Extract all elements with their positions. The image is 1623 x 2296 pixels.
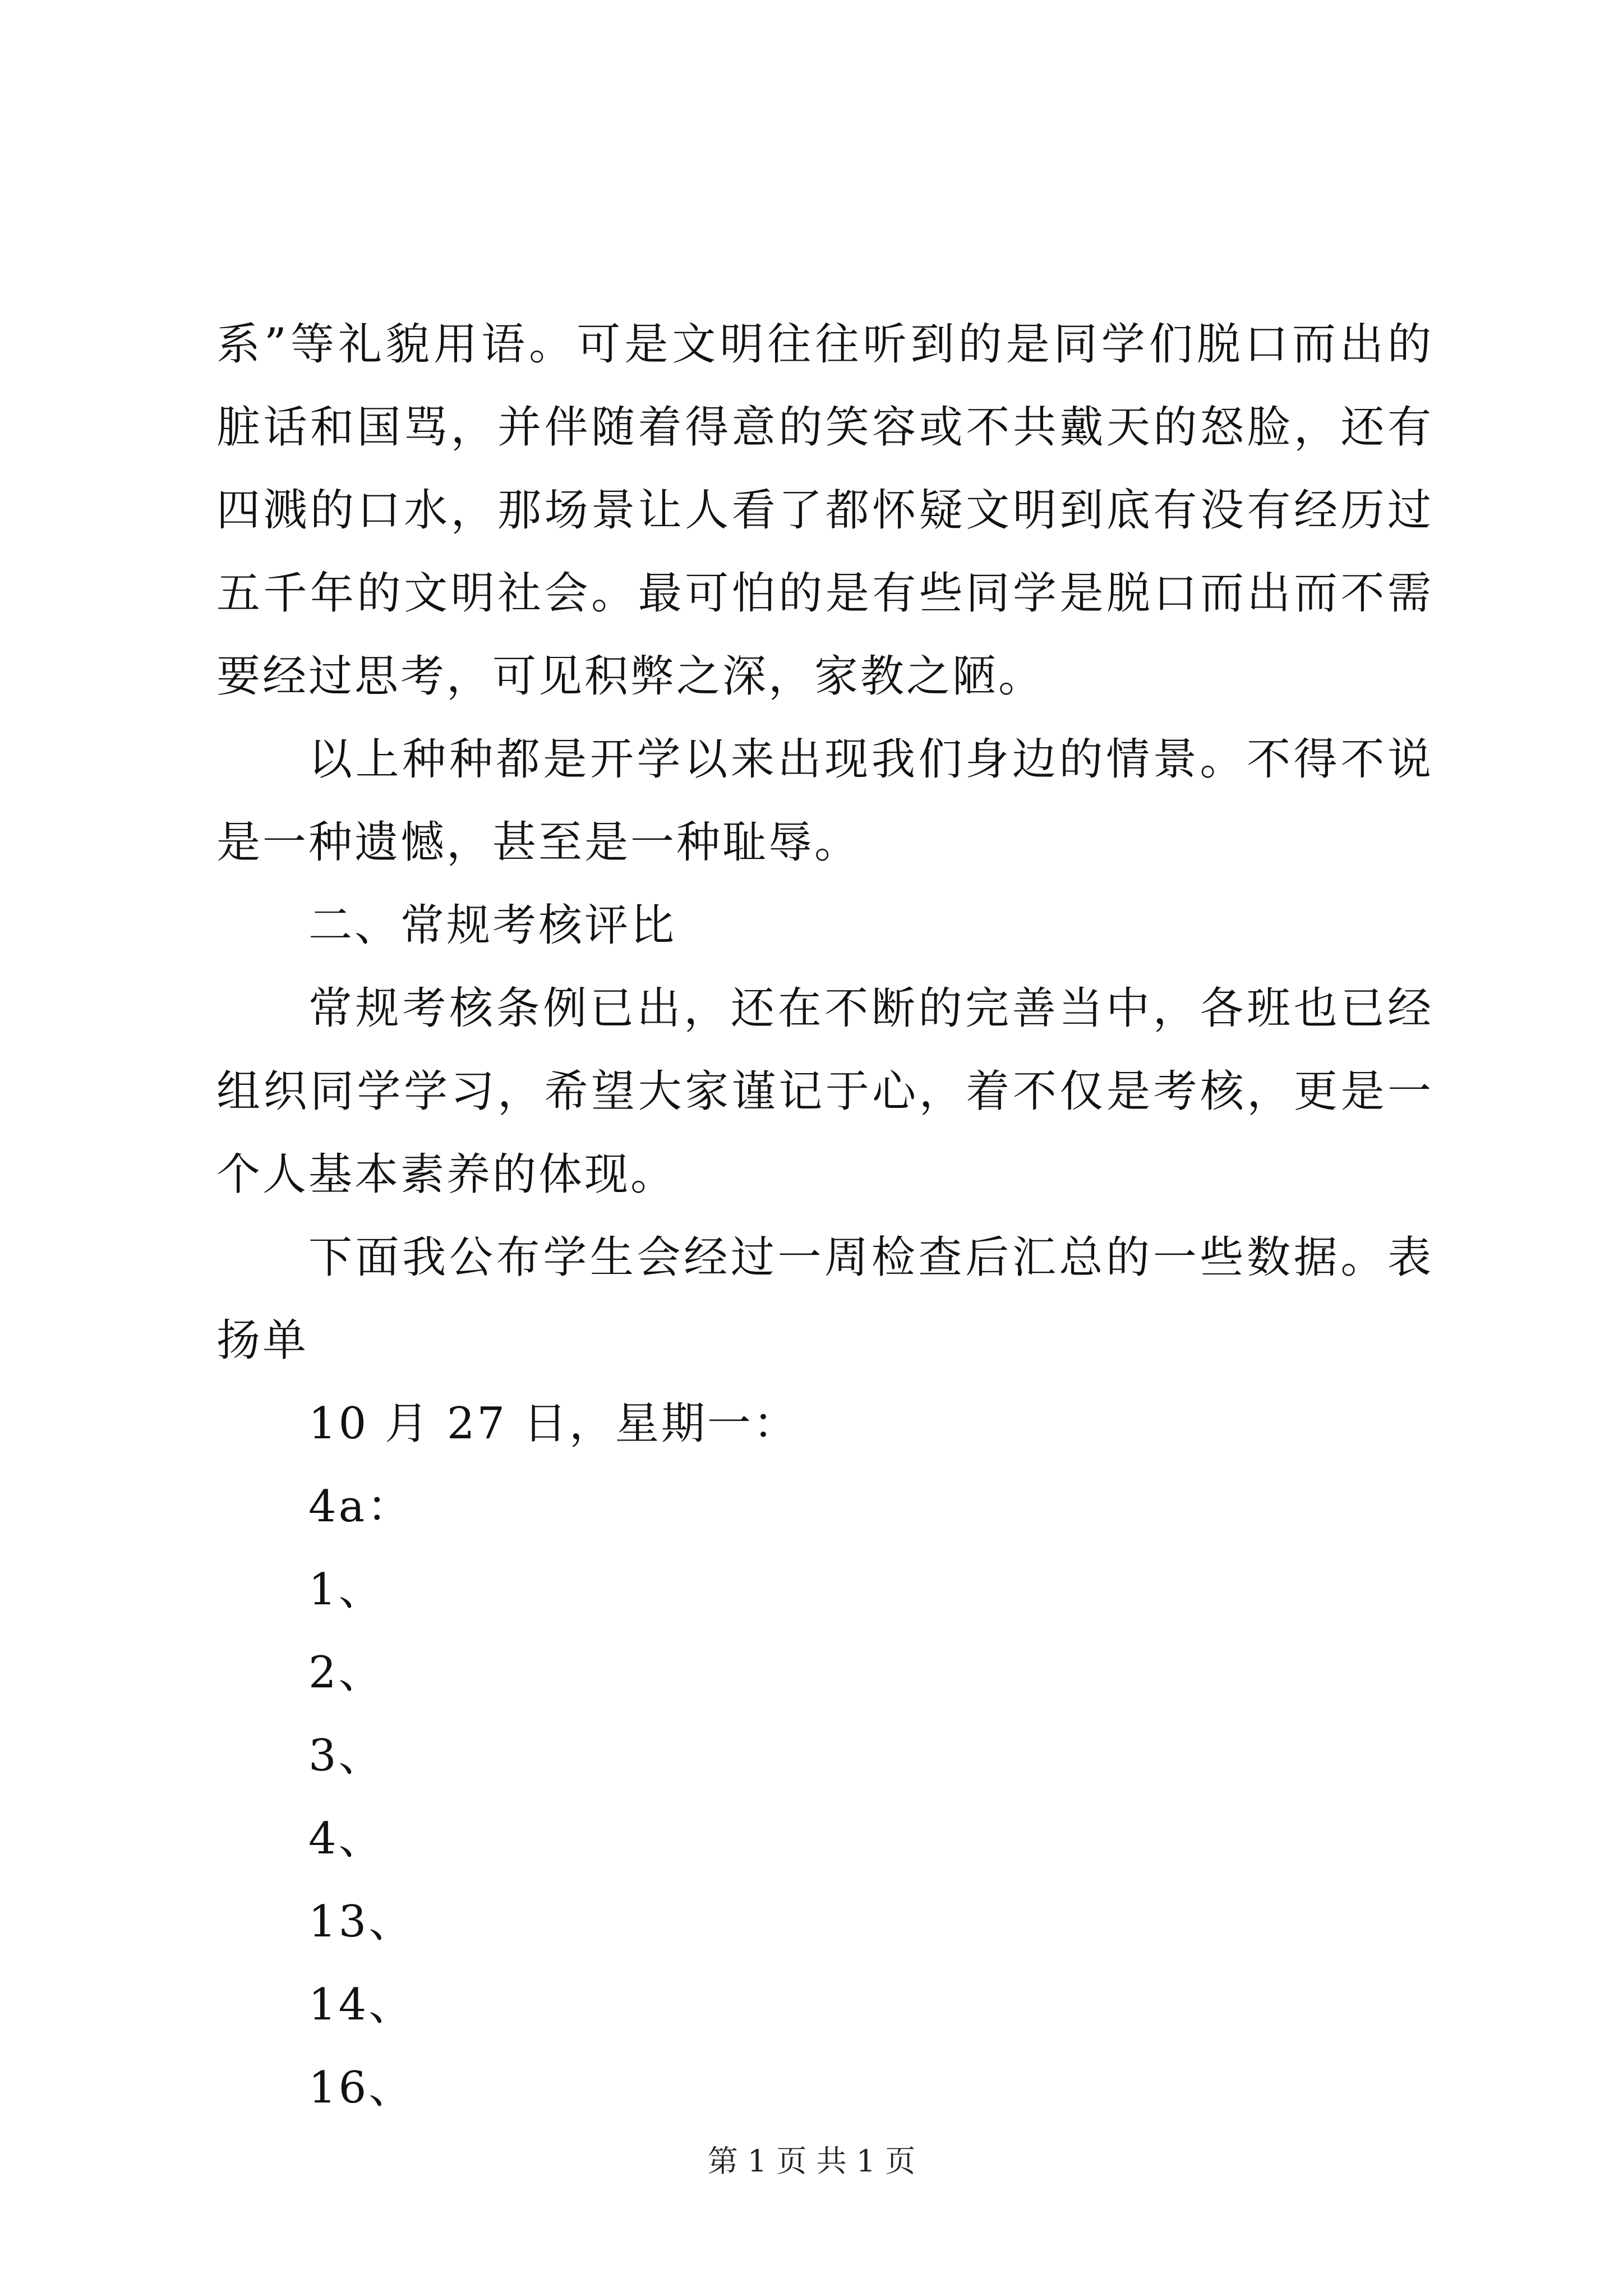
paragraph-regulations: 常规考核条例已出，还在不断的完善当中，各班也已经组织同学学习，希望大家谨记于心，着不仅是考核，更是一个人基本素养的体现。: [216, 983, 1433, 1200]
paragraph-continuation: 系”等礼貌用语。可是文明往往听到的是同学们脱口而出的脏话和国骂，并伴随着得意的笑容或不共戴天的怒脸，还有四溅的口水，那场景让人看了都怀疑文明到底有没有经历过五千年的文明社会。最可怕的是有些同学是脱口而出而不需要经过思考，可见积弊之深，家教之陋。: [216, 319, 1433, 702]
list-item: 1、: [308, 1565, 385, 1615]
page-footer: 第 1 页 共 1 页: [707, 2143, 916, 2179]
list-item: 13、: [308, 1897, 415, 1947]
list-item: 4、: [308, 1814, 385, 1864]
document-body: [216, 303, 1433, 2129]
list-item: 2、: [308, 1648, 385, 1698]
list-item: 16、: [308, 2063, 415, 2113]
section-heading: 二、常规考核评比: [308, 900, 677, 951]
list-item: 3、: [308, 1731, 385, 1781]
paragraph-summary: 以上种种都是开学以来出现我们身边的情景。不得不说是一种遗憾，甚至是一种耻辱。: [216, 734, 1433, 868]
date-line: 10 月 27 日，星期一：: [308, 1398, 799, 1449]
list-item: 14、: [308, 1980, 415, 2030]
paragraph-announcement: 下面我公布学生会经过一周检查后汇总的一些数据。表扬单: [216, 1232, 1433, 1366]
class-line: 4a：: [308, 1481, 413, 1532]
